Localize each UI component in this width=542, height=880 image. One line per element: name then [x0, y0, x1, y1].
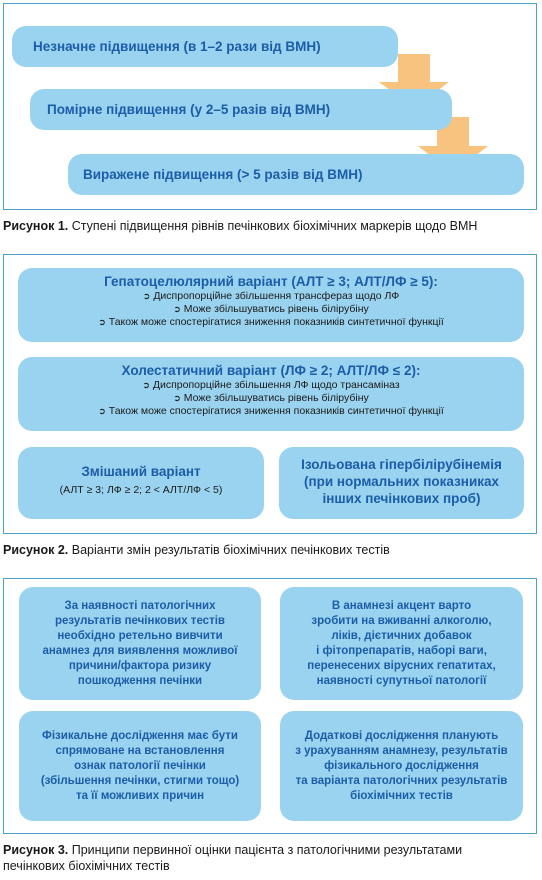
arrow-bullet-icon: ➲ — [173, 304, 181, 314]
cholestatic-variant-box — [18, 357, 524, 431]
bullet-text: Диспропорційне збільшення трансфераз щодо ЛФ — [153, 290, 400, 302]
arrow-bullet-icon: ➲ — [98, 317, 106, 327]
figure1-caption — [3, 218, 539, 234]
principle-box-1-text — [42, 599, 237, 689]
principle-box-4-text — [295, 729, 507, 804]
text-line: Додаткові дослідження планують — [304, 729, 499, 742]
principle-box-1 — [19, 587, 261, 700]
cholestatic-title: Холестатичний варіант (ЛФ ≥ 2; АЛТ/ЛФ ≤ 2): — [121, 363, 421, 378]
isolated-line: (при нормальних показниках — [303, 474, 500, 489]
isolated-line: Ізольована гіпербілірубінемія — [301, 457, 502, 472]
figure3-caption-label: Рисунок 3. — [3, 843, 69, 857]
mixed-title: Змішаний варіант — [81, 464, 201, 479]
figure2-caption-text: Варіанти змін результатів біохімічних печінкових тестів — [68, 543, 390, 557]
text-line: та її можливих причин — [75, 789, 205, 802]
figure1-caption-text: Ступені підвищення рівнів печінкових біохімічних маркерів щодо ВМН — [68, 219, 478, 233]
arrow-bullet-icon: ➲ — [173, 393, 181, 403]
figure3-caption-line2: печінкових біохімічних тестів — [3, 859, 170, 873]
principle-box-4 — [280, 711, 523, 821]
step-severe-label: Виражене підвищення (> 5 разів від ВМН) — [83, 167, 363, 182]
step-mild-label: Незначне підвищення (в 1–2 рази від ВМН) — [33, 39, 321, 54]
text-line: зробити на вживанні алкоголю, — [311, 614, 492, 627]
text-line: фізикального дослідження — [324, 759, 479, 772]
text-line: з урахуванням анамнезу, результатів — [295, 744, 508, 757]
figure3-caption — [3, 842, 541, 874]
figure3-caption-text: Принципи первинної оцінки пацієнта з патологічними результатами — [68, 843, 463, 857]
text-line: В анамнезі акцент варто — [331, 599, 472, 612]
arrow-bullet-icon: ➲ — [142, 291, 151, 301]
isolated-line: інших печінкових проб) — [322, 491, 481, 506]
text-line: і фітопрепаратів, наборі ваги, — [316, 644, 487, 657]
text-line: результатів печінкових тестів — [55, 614, 225, 627]
bullet-item — [18, 290, 524, 303]
figure3-caption-line1 — [3, 842, 541, 858]
hepatocellular-variant-box — [18, 268, 524, 342]
mixed-variant-box — [18, 447, 264, 519]
principle-box-3 — [19, 711, 261, 821]
text-line: За наявності патологічних — [64, 599, 216, 612]
figure2-caption — [3, 542, 539, 558]
step-severe — [68, 154, 524, 195]
step-mild — [12, 26, 398, 67]
text-line: та варіанта патологічних результатів — [295, 774, 508, 787]
bullet-item — [18, 392, 524, 405]
text-line: перенесених вірусних гепатитах, — [307, 659, 496, 672]
text-line: причини/фактора ризику — [68, 659, 212, 672]
arrow-bullet-icon: ➲ — [98, 406, 106, 416]
text-line: наявності супутньої патології — [316, 674, 487, 687]
bullet-item — [18, 316, 524, 329]
text-line: Фізикальне дослідження має бути — [42, 729, 238, 742]
text-line: біохімічних тестів — [350, 789, 453, 802]
bullet-item — [18, 405, 524, 418]
text-line: спрямоване на встановлення — [55, 744, 225, 757]
bullet-item — [18, 303, 524, 316]
text-line: необхідно ретельно вивчити — [57, 629, 223, 642]
bullet-text: Також може спостерігатися зниження показників синтетичної функції — [108, 405, 444, 417]
principle-box-2-text — [307, 599, 495, 689]
bullet-text: Може збільшуватись рівень білірубіну — [183, 392, 369, 404]
step-moderate-label: Помірне підвищення (у 2–5 разів від ВМН) — [47, 102, 331, 117]
arrow-bullet-icon: ➲ — [142, 380, 150, 390]
step-moderate — [30, 89, 452, 130]
text-line: ліків, дієтичних добавок — [331, 629, 472, 642]
bullet-text: Диспропорційне збільшення ЛФ щодо трансаміназ — [152, 379, 400, 391]
bullet-item — [18, 379, 524, 392]
mixed-subtitle: (АЛТ ≥ 3; ЛФ ≥ 2; 2 < АЛТ/ЛФ < 5) — [59, 484, 223, 496]
hepatocellular-title: Гепатоцелюлярний варіант (АЛТ ≥ 3; АЛТ/ЛФ ≥ 5): — [104, 274, 438, 289]
text-line: ознак патології печінки — [74, 759, 206, 772]
text-line: анамнез для виявлення можливої — [42, 644, 238, 657]
figure1-caption-label: Рисунок 1. — [3, 219, 69, 233]
isolated-hyperbilirubinemia-box — [279, 447, 524, 519]
bullet-text: Може збільшуватись рівень білірубіну — [183, 303, 369, 315]
principle-box-2 — [280, 587, 523, 700]
principle-box-3-text — [41, 729, 239, 804]
text-line: пошкодження печінки — [77, 674, 203, 687]
bullet-text: Також може спостерігатися зниження показників синтетичної функції — [108, 316, 444, 328]
text-line: (збільшення печінки, стигми тощо) — [40, 774, 240, 787]
figure2-caption-label: Рисунок 2. — [3, 543, 69, 557]
